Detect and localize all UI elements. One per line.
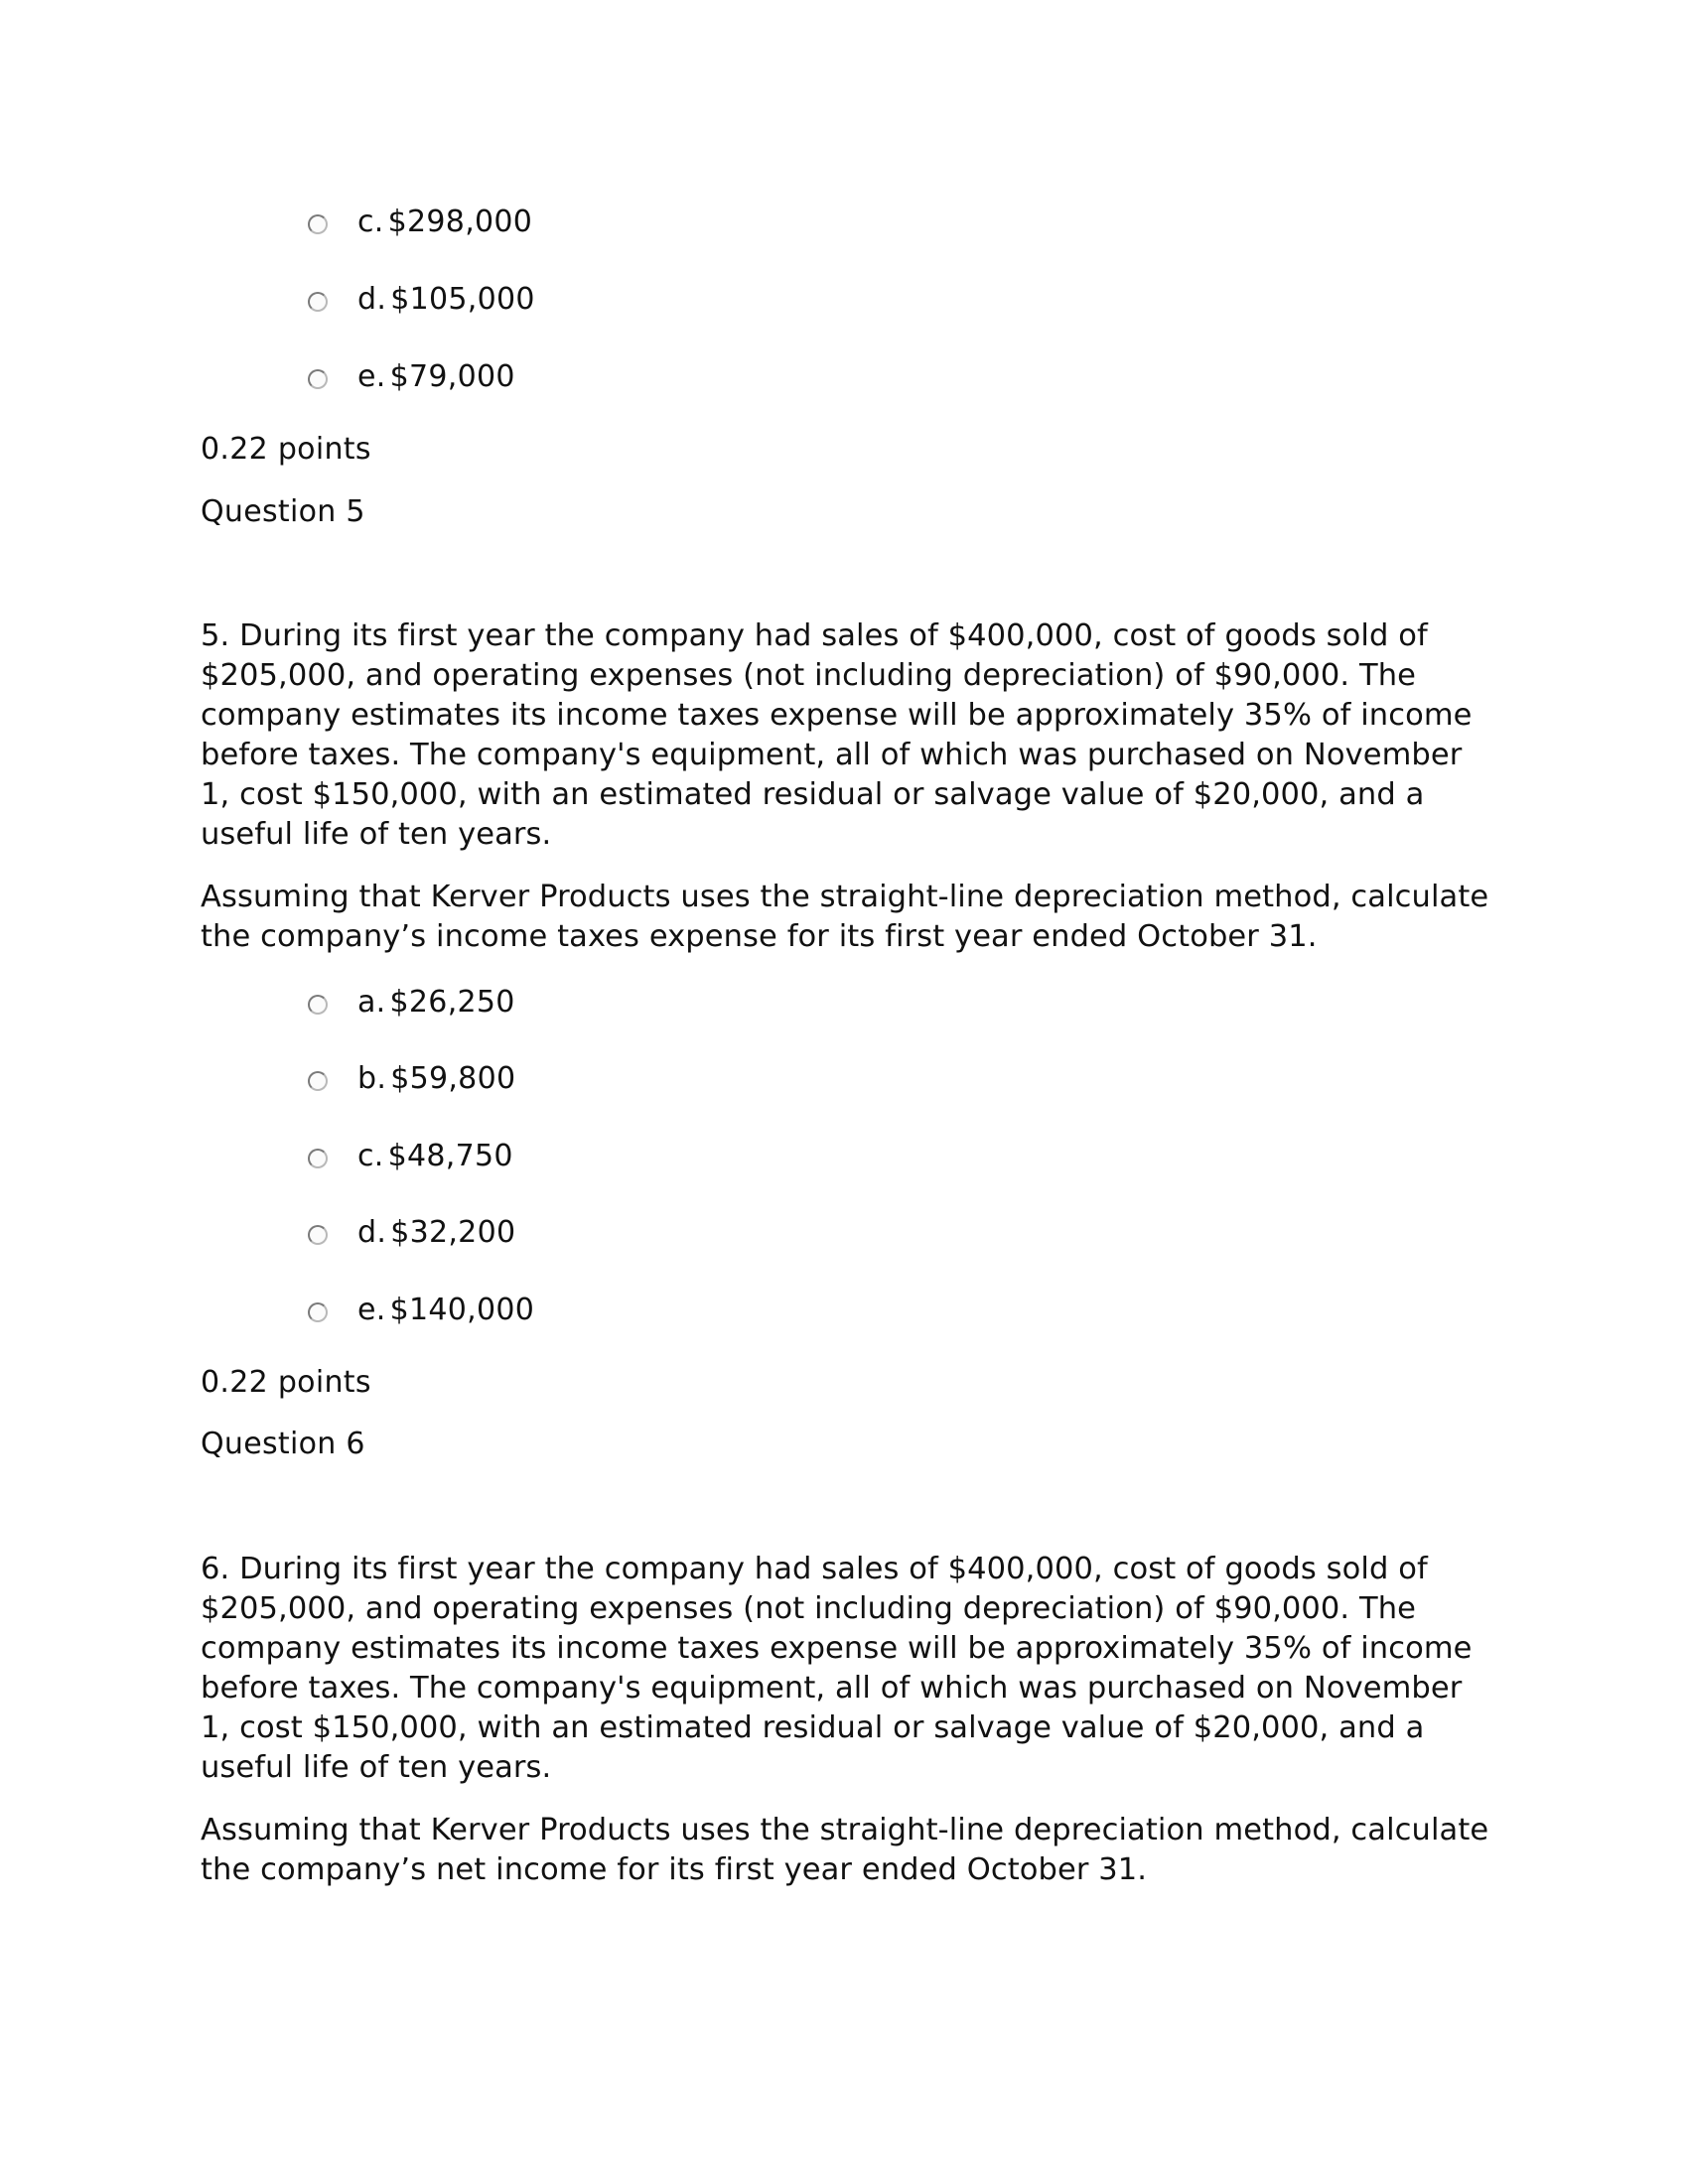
option-value: $298,000	[387, 204, 533, 239]
q4-option-c[interactable]	[308, 202, 532, 241]
option-letter: a.	[357, 984, 386, 1020]
option-value: $48,750	[387, 1138, 513, 1173]
q5-prompt-line: Assuming that Kerver Products uses the straight-line depreciation method, calculate	[201, 880, 1489, 914]
radio-button-icon[interactable]	[308, 1071, 328, 1091]
q6-prompt-line: Assuming that Kerver Products uses the straight-line depreciation method, calculate	[201, 1813, 1489, 1847]
q5-body-line: 1, cost $150,000, with an estimated residual or salvage value of $20,000, and a	[201, 777, 1425, 812]
q5-body	[201, 616, 1521, 855]
option-letter: c.	[357, 1138, 384, 1173]
q5-points: 0.22 points	[201, 432, 371, 467]
q5-title: Question 5	[201, 494, 365, 529]
radio-button-icon[interactable]	[308, 1149, 328, 1168]
q4-option-e[interactable]	[308, 356, 515, 396]
q5-body-line: useful life of ten years.	[201, 817, 552, 852]
option-value: $59,800	[390, 1060, 516, 1096]
q5-option-e[interactable]	[308, 1290, 534, 1329]
q5-prompt-line: the company’s income taxes expense for its first year ended October 31.	[201, 919, 1318, 954]
q6-body-line: useful life of ten years.	[201, 1750, 552, 1785]
option-value: $26,250	[389, 984, 515, 1020]
q4-option-d[interactable]	[308, 279, 535, 319]
q6-prompt	[201, 1811, 1521, 1890]
option-value: $79,000	[389, 358, 515, 394]
radio-button-icon[interactable]	[308, 369, 328, 389]
option-letter: d.	[357, 1214, 387, 1250]
q6-prompt-line: the company’s net income for its first year ended October 31.	[201, 1852, 1148, 1887]
q5-prompt	[201, 878, 1521, 957]
option-letter: b.	[357, 1060, 387, 1096]
q5-option-b[interactable]	[308, 1058, 515, 1098]
radio-button-icon[interactable]	[308, 1302, 328, 1322]
option-letter: c.	[357, 204, 384, 239]
q6-title: Question 6	[201, 1427, 365, 1461]
q5-option-a[interactable]	[308, 982, 515, 1022]
q5-option-d[interactable]	[308, 1212, 515, 1252]
q6-body-line: company estimates its income taxes expense will be approximately 35% of income	[201, 1631, 1473, 1666]
option-value: $105,000	[390, 281, 535, 317]
q5-option-c[interactable]	[308, 1136, 513, 1175]
option-letter: e.	[357, 1292, 386, 1327]
q6-body-line: 6. During its first year the company had sales of $400,000, cost of goods sold of	[201, 1552, 1428, 1586]
radio-button-icon[interactable]	[308, 995, 328, 1015]
q6-body	[201, 1550, 1521, 1788]
radio-button-icon[interactable]	[308, 214, 328, 234]
option-letter: e.	[357, 358, 386, 394]
option-letter: d.	[357, 281, 387, 317]
q5-body-line: $205,000, and operating expenses (not including depreciation) of $90,000. The	[201, 658, 1417, 693]
q6-body-line: 1, cost $150,000, with an estimated residual or salvage value of $20,000, and a	[201, 1710, 1425, 1745]
q5-body-line: before taxes. The company's equipment, all of which was purchased on November	[201, 738, 1463, 772]
radio-button-icon[interactable]	[308, 292, 328, 312]
q6-body-line: before taxes. The company's equipment, all of which was purchased on November	[201, 1671, 1463, 1706]
option-value: $32,200	[390, 1214, 516, 1250]
q5-body-line: company estimates its income taxes expense will be approximately 35% of income	[201, 698, 1473, 733]
option-value: $140,000	[389, 1292, 535, 1327]
q6-body-line: $205,000, and operating expenses (not including depreciation) of $90,000. The	[201, 1591, 1417, 1626]
radio-button-icon[interactable]	[308, 1225, 328, 1245]
q5-body-line: 5. During its first year the company had sales of $400,000, cost of goods sold of	[201, 618, 1428, 653]
q6-points: 0.22 points	[201, 1365, 371, 1400]
